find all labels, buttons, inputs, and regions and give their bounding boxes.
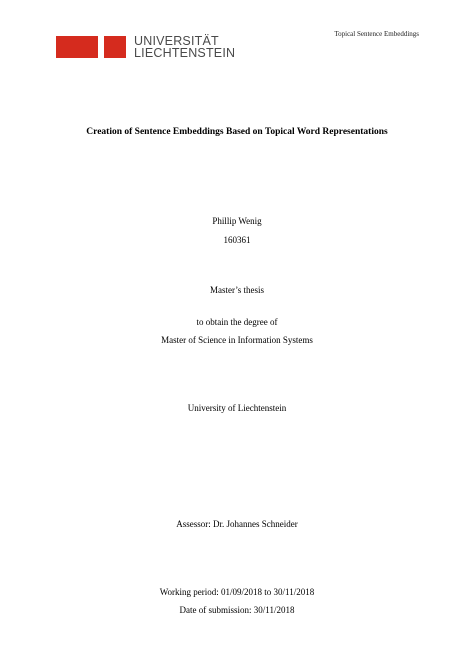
student-id: 160361 xyxy=(223,235,251,245)
degree-name: Master of Science in Information Systems xyxy=(161,335,313,345)
thesis-type: Master’s thesis xyxy=(209,285,265,295)
logo-wordmark xyxy=(134,35,235,59)
logo-red-square xyxy=(104,36,126,58)
submission-date: Date of submission: 30/11/2018 xyxy=(179,605,295,615)
logo-line-2: LIECHTENSTEIN xyxy=(134,45,236,60)
logo-line-1: UNIVERSITÄT xyxy=(134,33,219,48)
working-period: Working period: 01/09/2018 to 30/11/2018 xyxy=(159,587,315,597)
logo-red-bar xyxy=(56,36,98,58)
assessor: Assessor: Dr. Johannes Schneider xyxy=(176,519,298,529)
university-logo xyxy=(56,33,235,60)
running-header: Topical Sentence Embeddings xyxy=(334,30,419,38)
thesis-title: Creation of Sentence Embeddings Based on Topical Word Representations xyxy=(86,127,388,137)
degree-purpose: to obtain the degree of xyxy=(196,317,278,327)
institution: University of Liechtenstein xyxy=(187,403,287,413)
author-name: Phillip Wenig xyxy=(212,216,262,226)
